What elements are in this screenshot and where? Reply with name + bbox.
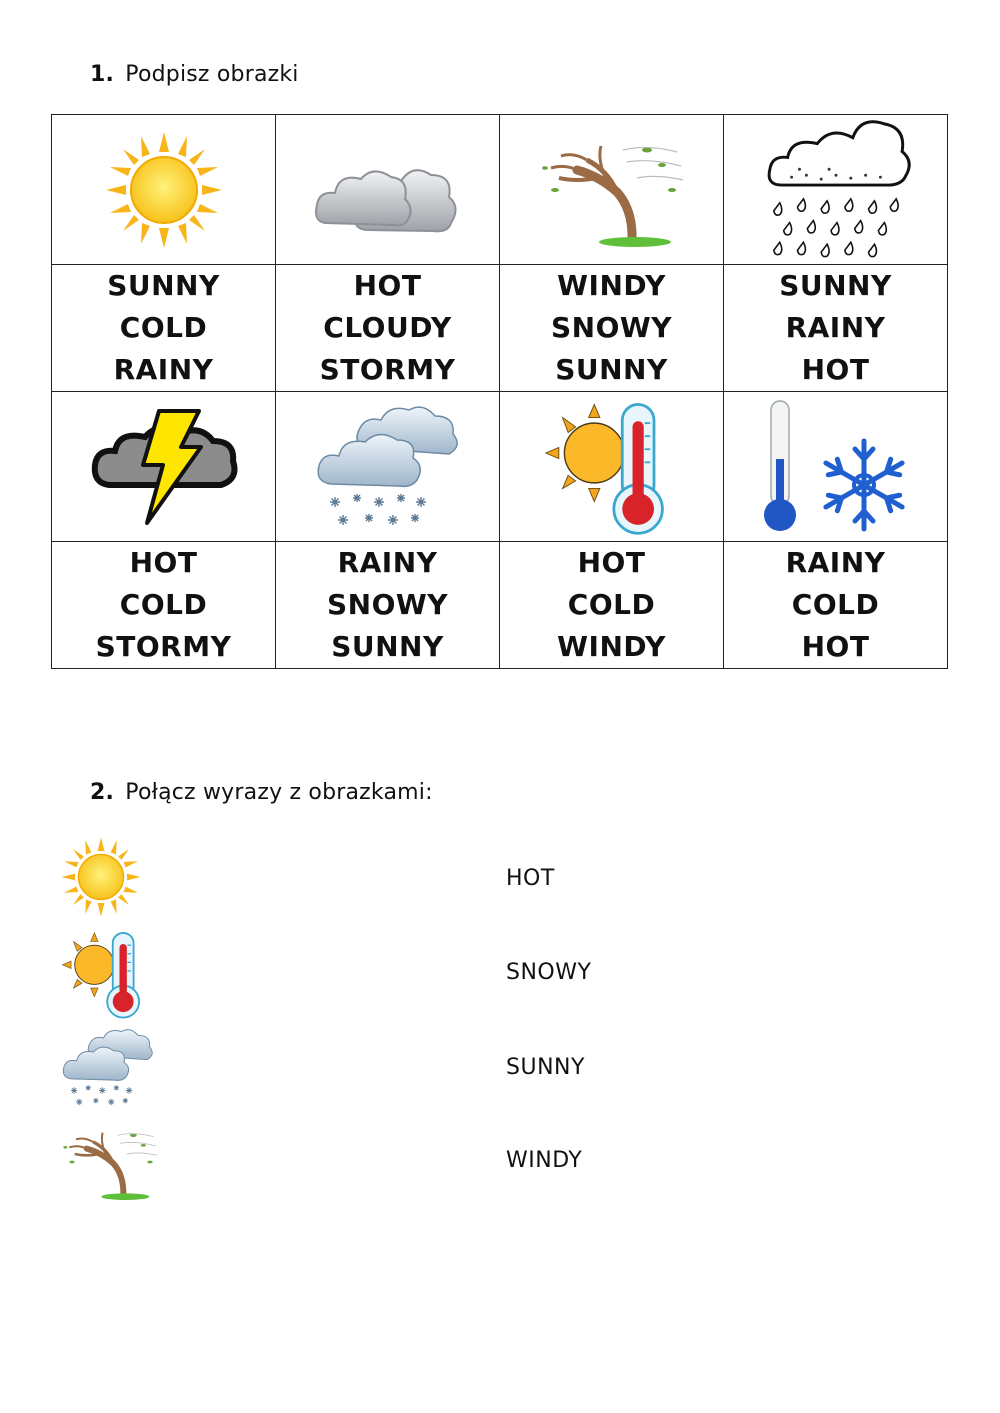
option-word: SUNNY — [779, 269, 892, 302]
option-word: SUNNY — [555, 353, 668, 386]
section-2-heading — [90, 780, 433, 805]
option-cell — [724, 265, 948, 392]
option-word: STORMY — [319, 353, 456, 386]
option-word: SUNNY — [331, 630, 444, 663]
section-2-instruction: Połącz wyrazy z obrazkami: — [125, 780, 433, 805]
option-cell — [52, 265, 276, 392]
hot-thermometer-icon — [60, 928, 152, 1020]
option-word: COLD — [119, 588, 208, 621]
option-word: COLD — [119, 311, 208, 344]
picture-row-2 — [52, 392, 948, 542]
section-1-heading — [90, 62, 299, 87]
windy-tree-icon — [60, 1122, 160, 1202]
option-cell — [52, 542, 276, 669]
option-word: SUNNY — [107, 269, 220, 302]
picture-row-1 — [52, 115, 948, 265]
option-word: WINDY — [557, 269, 666, 302]
option-word: HOT — [353, 269, 422, 302]
option-word: RAINY — [785, 546, 886, 579]
option-cell — [276, 542, 500, 669]
option-word: STORMY — [95, 630, 232, 663]
option-word: RAINY — [785, 311, 886, 344]
picture-cell — [500, 115, 724, 265]
options-row-1 — [52, 265, 948, 392]
match-word: SUNNY — [506, 1055, 585, 1080]
option-word: COLD — [791, 588, 880, 621]
option-word: WINDY — [557, 630, 666, 663]
picture-label-table — [51, 114, 948, 669]
section-1-number: 1. — [90, 62, 115, 87]
clouds-icon — [313, 135, 463, 245]
options-row-2 — [52, 542, 948, 669]
picture-cell — [52, 392, 276, 542]
snow-cloud-icon — [313, 402, 463, 532]
match-word: SNOWY — [506, 960, 592, 985]
section-2-number: 2. — [90, 780, 115, 805]
option-cell — [276, 265, 500, 392]
picture-cell — [276, 392, 500, 542]
cold-thermometer-snowflake-icon — [756, 397, 916, 537]
option-word: RAINY — [337, 546, 438, 579]
option-cell — [500, 542, 724, 669]
picture-cell — [724, 392, 948, 542]
snow-cloud-icon — [60, 1026, 156, 1110]
picture-cell — [500, 392, 724, 542]
hot-thermometer-icon — [542, 397, 682, 537]
picture-cell — [724, 115, 948, 265]
section-1-instruction: Podpisz obrazki — [125, 62, 299, 87]
match-word: HOT — [506, 866, 555, 891]
option-word: COLD — [567, 588, 656, 621]
sun-icon — [60, 836, 142, 918]
sun-icon — [104, 130, 224, 250]
option-word: HOT — [801, 353, 870, 386]
option-word: HOT — [129, 546, 198, 579]
storm-cloud-icon — [89, 407, 239, 527]
match-word: WINDY — [506, 1148, 583, 1173]
option-cell — [500, 265, 724, 392]
option-word: HOT — [801, 630, 870, 663]
windy-tree-icon — [537, 130, 687, 250]
option-cell — [724, 542, 948, 669]
picture-cell — [52, 115, 276, 265]
option-word: HOT — [577, 546, 646, 579]
rain-cloud-icon — [761, 116, 911, 264]
option-word: SNOWY — [550, 311, 673, 344]
option-word: SNOWY — [326, 588, 449, 621]
option-word: RAINY — [113, 353, 214, 386]
option-word: CLOUDY — [323, 311, 452, 344]
picture-cell — [276, 115, 500, 265]
